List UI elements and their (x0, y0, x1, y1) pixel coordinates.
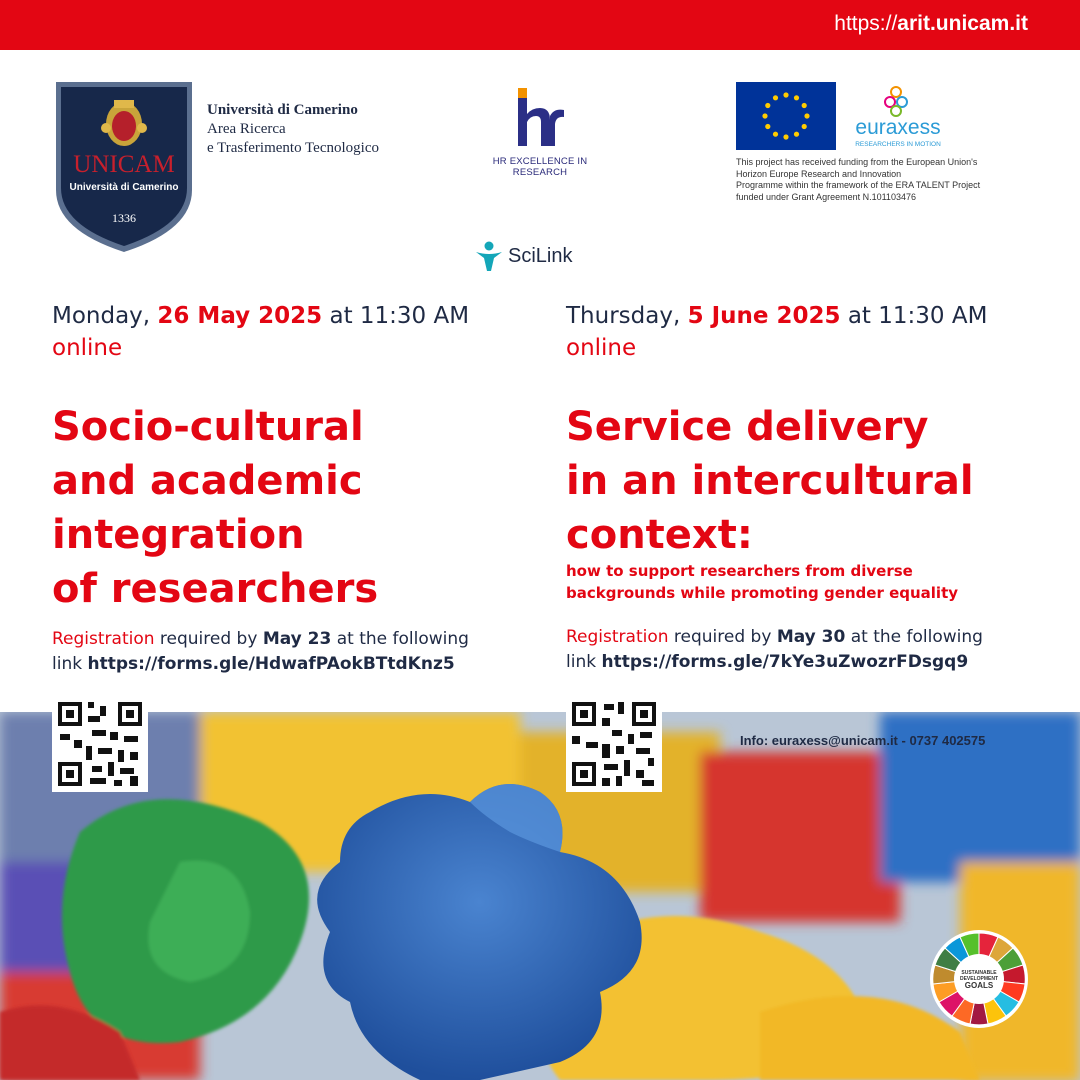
event-mode: online (52, 335, 123, 361)
registration-link[interactable]: https://forms.gle/7kYe3uZwozrFDsgq9 (601, 652, 969, 672)
eu-flag-icon (736, 82, 836, 150)
registration-info-right (566, 625, 1046, 675)
subtitle-line: how to support researchers from diverse (566, 562, 913, 580)
link-word: link (566, 652, 597, 672)
title-line: integration (52, 512, 305, 558)
event-title (52, 400, 522, 616)
unicam-shield-logo (54, 80, 194, 254)
funding-line: funded under Grant Agreement N.101103476 (736, 191, 916, 202)
puzzle-photo (0, 712, 1080, 1080)
top-bar (0, 0, 1080, 50)
university-name: Università di Camerino (207, 102, 358, 118)
scilink-name: SciLink (508, 244, 573, 267)
sdg-line: DEVELOPMENT (959, 976, 999, 982)
event-left (52, 300, 522, 616)
event-date-value: 26 May 2025 (157, 303, 323, 329)
url-domain: arit.unicam.it (897, 12, 1028, 35)
registration-link[interactable]: https://forms.gle/HdwafPAokBTtdKnz5 (87, 654, 455, 674)
title-line: context: (566, 512, 753, 558)
euraxess-logo (846, 84, 956, 150)
registration-tail: at the following (336, 629, 469, 649)
event-time: at 11:30 AM (847, 303, 988, 329)
shield-name: UNICAM (73, 151, 175, 178)
scilink-figure-icon (474, 240, 504, 272)
hr-caption: HR EXCELLENCE IN RESEARCH (492, 156, 588, 178)
title-line: Service delivery (566, 404, 929, 450)
registration-info-left (52, 627, 522, 677)
area-line: Area Ricerca (207, 121, 286, 137)
funding-line: Horizon Europe Research and Innovation (736, 168, 902, 179)
event-mode: online (566, 335, 637, 361)
event-weekday: Monday, (52, 303, 151, 329)
funding-note (736, 157, 1036, 203)
registration-deadline: May 23 (262, 629, 332, 649)
event-title (566, 400, 1046, 562)
sdg-line: SUSTAINABLE (961, 970, 997, 976)
title-line: in an intercultural (566, 458, 974, 504)
scilink-logo (474, 238, 572, 274)
shield-sub: Università di Camerino (69, 182, 179, 193)
funding-line: Programme within the framework of the ERA TALENT Project (736, 180, 981, 190)
sdg-line: GOALS (964, 981, 994, 990)
site-url-link[interactable] (834, 12, 1028, 36)
event-date (566, 300, 1046, 332)
event-right (566, 300, 1046, 604)
department-line: e Trasferimento Tecnologico (207, 140, 379, 156)
funding-line: This project has received funding from the European Union's (736, 157, 978, 167)
euraxess-tagline: RESEARCHERS IN MOTION (855, 141, 941, 148)
event-time: at 11:30 AM (329, 303, 470, 329)
registration-tail: at the following (850, 627, 983, 647)
shield-year: 1336 (112, 211, 136, 225)
university-name-block (207, 101, 379, 158)
registration-deadline: May 30 (776, 627, 846, 647)
link-word: link (52, 654, 83, 674)
registration-text: required by (673, 627, 772, 647)
url-prefix: https:// (834, 12, 898, 35)
title-line: of researchers (52, 566, 379, 612)
hr-excellence-logo (470, 84, 610, 184)
event-weekday: Thursday, (566, 303, 681, 329)
title-line: and academic (52, 458, 363, 504)
registration-word: Registration (52, 629, 155, 649)
title-line: Socio-cultural (52, 404, 364, 450)
registration-word: Registration (566, 627, 669, 647)
qr-code-right-icon[interactable] (566, 696, 662, 792)
euraxess-name: euraxess (855, 116, 941, 139)
registration-text: required by (159, 629, 258, 649)
event-date-value: 5 June 2025 (687, 303, 841, 329)
sdg-wheel-logo (929, 929, 1029, 1029)
event-subtitle (566, 560, 1046, 604)
qr-code-left-icon[interactable] (52, 696, 148, 792)
hr-mark-icon (510, 84, 570, 150)
contact-info[interactable]: Info: euraxess@unicam.it - 0737 402575 (740, 733, 986, 748)
subtitle-line: backgrounds while promoting gender equality (566, 584, 959, 602)
event-date (52, 300, 522, 332)
